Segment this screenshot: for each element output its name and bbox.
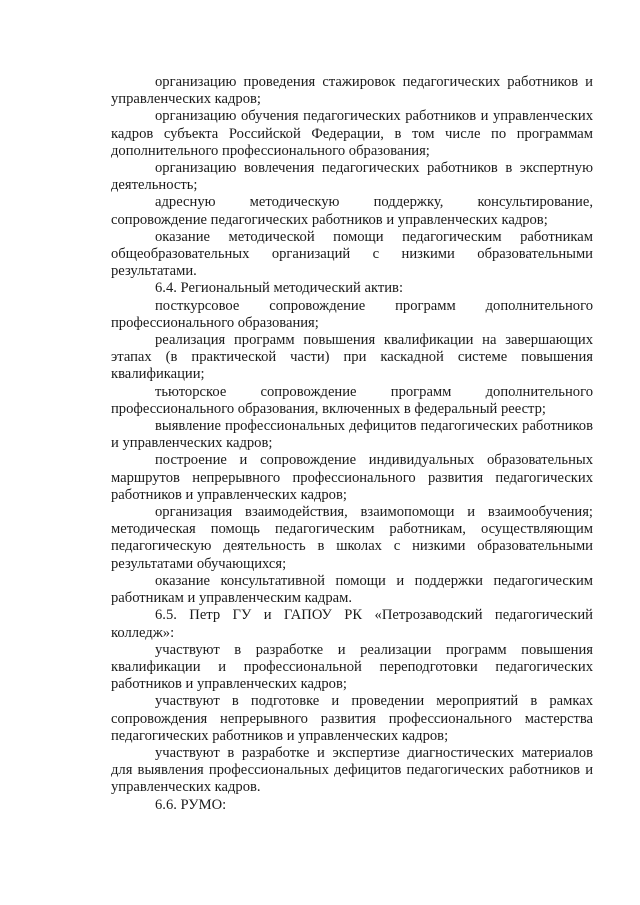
list-item: участвуют в разработке и экспертизе диагностических материалов для выявления профессиональных дефицитов педагогических работников и управленческих кадров.: [111, 744, 593, 796]
section-heading-6-5: 6.5. Петр ГУ и ГАПОУ РК «Петрозаводский педагогический колледж»:: [111, 607, 593, 641]
document-body: [111, 74, 593, 814]
list-item: посткурсовое сопровождение программ дополнительного профессионального образования;: [111, 297, 593, 331]
list-item: участвуют в подготовке и проведении мероприятий в рамках сопровождения непрерывного развития профессионального мастерства педагогических работников и управленческих кадров;: [111, 693, 593, 744]
list-item: тьюторское сопровождение программ дополнительного профессионального образования, включенных в федеральный реестр;: [111, 383, 593, 417]
list-item: выявление профессиональных дефицитов педагогических работников и управленческих кадров;: [111, 418, 593, 452]
list-item: участвуют в разработке и реализации программ повышения квалификации и профессиональной переподготовки педагогических работников и управленческих кадров;: [111, 641, 593, 693]
list-item: оказание консультативной помощи и поддержки педагогическим работникам и управленческим кадрам.: [111, 572, 593, 607]
list-item: организация взаимодействия, взаимопомощи и взаимообучения; методическая помощь педагогическим работникам, осуществляющим педагогическую деятельность в школах с низкими образовательными результатами обучающихся;: [111, 504, 593, 572]
list-item: построение и сопровождение индивидуальных образовательных маршрутов непрерывного профессионального развития педагогических работников и управленческих кадров;: [111, 452, 593, 503]
section-heading-6-4: 6.4. Региональный методический актив:: [155, 280, 403, 297]
list-item: реализация программ повышения квалификации на завершающих этапах (в практической части) при каскадной системе повышения квалификации;: [111, 332, 593, 383]
list-item: адресную методическую поддержку, консультирование, сопровождение педагогических работников и управленческих кадров;: [111, 194, 593, 228]
section-heading-6-6: 6.6. РУМО:: [155, 796, 227, 813]
list-item: оказание методической помощи педагогическим работникам общеобразовательных организаций с низкими образовательными результатами.: [111, 228, 593, 280]
list-item: организацию вовлечения педагогических работников в экспертную деятельность;: [111, 160, 593, 194]
list-item: организацию проведения стажировок педагогических работников и управленческих кадров;: [111, 74, 593, 108]
list-item: организацию обучения педагогических работников и управленческих кадров субъекта Российской Федерации, в том числе по программам дополнительного профессионального образования;: [111, 108, 593, 159]
